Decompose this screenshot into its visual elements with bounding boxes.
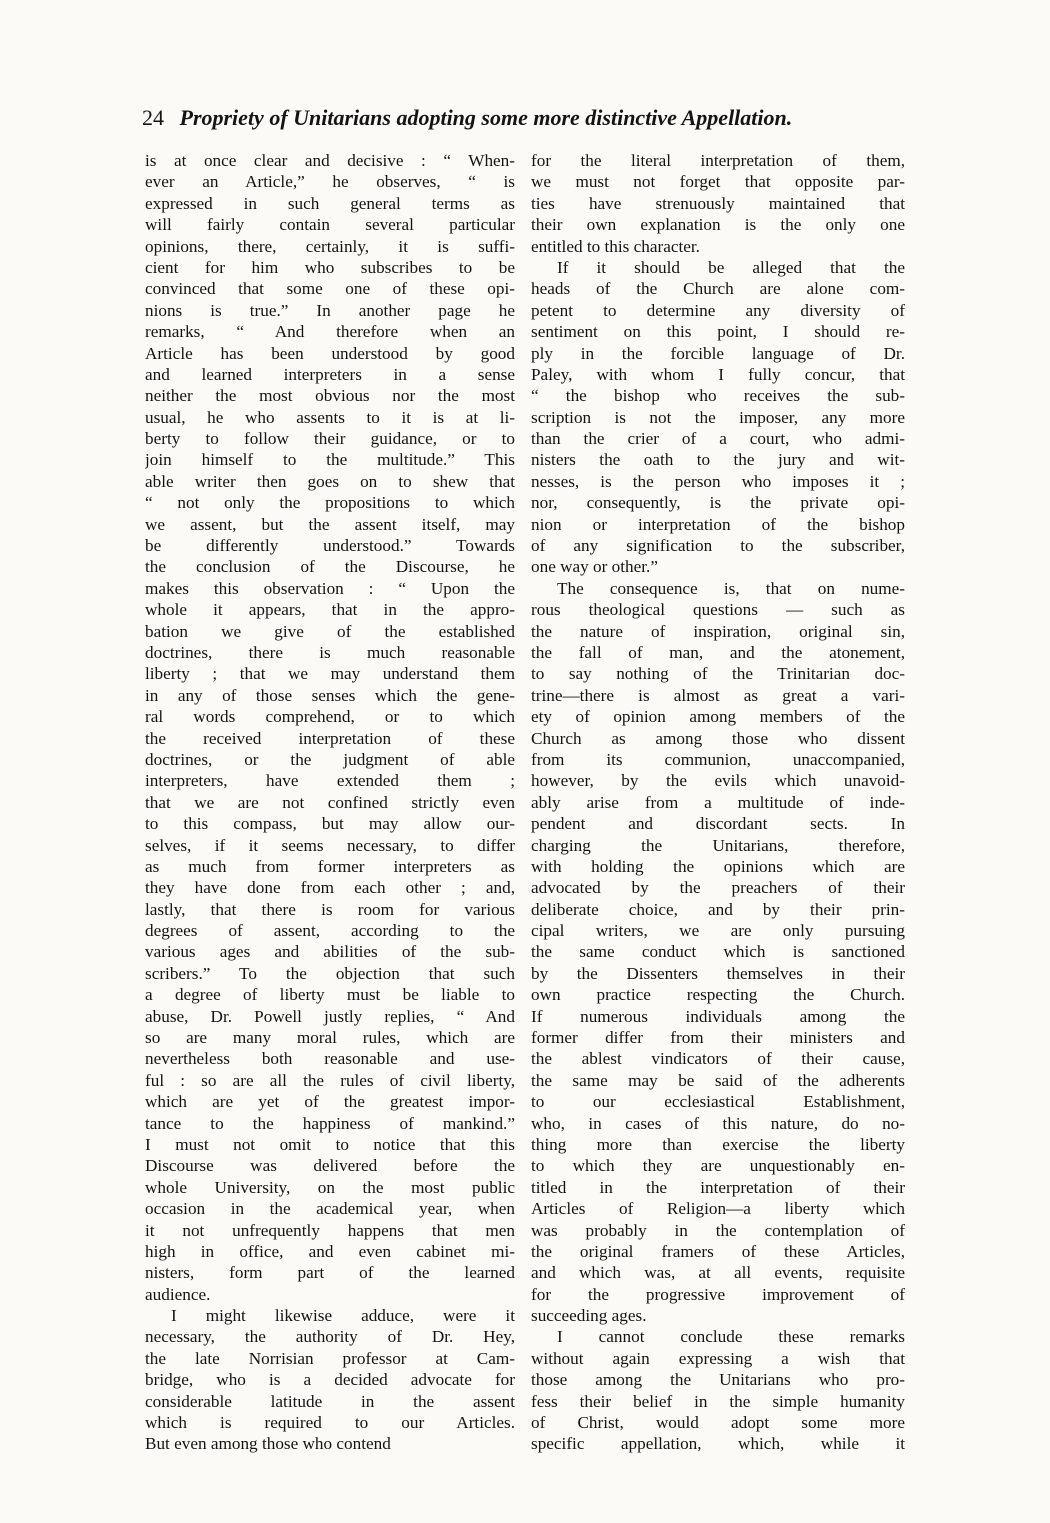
text-line: one way or other.” <box>531 557 658 577</box>
text-line: ful : so are all the rules of civil liberty, <box>145 1070 515 1090</box>
text-line: bation we give of the established <box>145 621 515 641</box>
text-line: trine—there is almost as great a vari- <box>531 685 905 705</box>
left-column <box>145 150 515 1455</box>
text-line: I might likewise adduce, were it <box>171 1306 515 1326</box>
page-number: 24 <box>142 105 164 130</box>
text-line: nions is true.” In another page he <box>145 300 515 320</box>
text-line: the conclusion of the Discourse, he <box>145 557 515 577</box>
text-line: thing more than exercise the liberty <box>531 1134 905 1154</box>
text-line: ral words comprehend, or to which <box>145 707 515 727</box>
text-line: the same conduct which is sanctioned <box>531 942 905 962</box>
text-line: scribers.” To the objection that such <box>145 963 515 983</box>
text-line: nion or interpretation of the bishop <box>531 514 905 534</box>
text-line: ever an Article,” he observes, “ is <box>145 172 515 192</box>
text-line: ably arise from a multitude of inde- <box>531 792 905 812</box>
text-line: doctrines, or the judgment of able <box>145 749 515 769</box>
text-line: with holding the opinions which are <box>531 856 905 876</box>
text-line: Article has been understood by good <box>145 343 515 363</box>
text-line: is at once clear and decisive : “ When- <box>145 151 515 170</box>
text-line: scription is not the imposer, any more <box>531 407 905 427</box>
text-line: the original framers of these Articles, <box>531 1241 905 1261</box>
text-line: succeeding ages. <box>531 1306 647 1326</box>
text-line: and which was, at all events, requisite <box>531 1263 905 1283</box>
text-line: the nature of inspiration, original sin, <box>531 621 905 641</box>
text-line: high in office, and even cabinet mi- <box>145 1241 515 1261</box>
text-line: If it should be alleged that the <box>557 257 905 277</box>
text-line: I must not omit to notice that this <box>145 1134 515 1154</box>
text-line: which are yet of the greatest impor- <box>145 1092 515 1112</box>
text-line: and learned interpreters in a sense <box>145 364 515 384</box>
text-line: Church as among those who dissent <box>531 728 905 748</box>
text-line: petent to determine any diversity of <box>531 300 905 320</box>
text-line: liberty ; that we may understand them <box>145 664 515 684</box>
text-line: advocated by the preachers of their <box>531 878 905 898</box>
text-line: rous theological questions — such as <box>531 600 905 620</box>
text-line: from its communion, unaccompanied, <box>531 749 905 769</box>
text-line: If numerous individuals among the <box>531 1006 905 1026</box>
text-line: tance to the happiness of mankind.” <box>145 1113 515 1133</box>
text-line: The consequence is, that on nume- <box>557 578 905 598</box>
text-line: specific appellation, which, while it <box>531 1434 905 1454</box>
text-line: as much from former interpreters as <box>145 856 515 876</box>
text-line: their own explanation is the only one <box>531 215 905 235</box>
text-line: we assent, but the assent itself, may <box>145 514 515 534</box>
text-line: Paley, with whom I fully concur, that <box>531 364 905 384</box>
text-line: to which they are unquestionably en- <box>531 1156 905 1176</box>
text-line: convinced that some one of these opi- <box>145 279 515 299</box>
text-line: nor, consequently, is the private opi- <box>531 493 905 513</box>
text-line: to say nothing of the Trinitarian doc- <box>531 664 905 684</box>
text-line: entitled to this character. <box>531 236 700 256</box>
text-line: ety of opinion among members of the <box>531 707 905 727</box>
right-column <box>531 150 905 1455</box>
text-line: they have done from each other ; and, <box>145 878 515 898</box>
running-title: Propriety of Unitarians adopting some more distinctive Appellation. <box>179 105 793 130</box>
text-line: own practice respecting the Church. <box>531 985 905 1005</box>
text-line: interpreters, have extended them ; <box>145 771 515 791</box>
text-line: occasion in the academical year, when <box>145 1199 515 1219</box>
text-line: considerable latitude in the assent <box>145 1391 515 1411</box>
text-line: lastly, that there is room for various <box>145 899 515 919</box>
text-line: ply in the forcible language of Dr. <box>531 343 905 363</box>
text-line: charging the Unitarians, therefore, <box>531 835 905 855</box>
text-line: so are many moral rules, which are <box>145 1028 515 1048</box>
text-line: nisters the oath to the jury and wit- <box>531 450 905 470</box>
text-line: who, in cases of this nature, do no- <box>531 1113 905 1133</box>
text-line: which is required to our Articles. <box>145 1413 515 1433</box>
text-line: in any of those senses which the gene- <box>145 685 515 705</box>
text-line: the ablest vindicators of their cause, <box>531 1049 905 1069</box>
text-line: for the progressive improvement of <box>531 1284 905 1304</box>
text-line: of Christ, would adopt some more <box>531 1413 905 1433</box>
text-line: I cannot conclude these remarks <box>557 1327 905 1347</box>
text-line: remarks, “ And therefore when an <box>145 322 515 342</box>
text-line: audience. <box>145 1284 211 1304</box>
text-line: various ages and abilities of the sub- <box>145 942 515 962</box>
text-line: doctrines, there is much reasonable <box>145 642 515 662</box>
text-line: whole University, on the most public <box>145 1177 515 1197</box>
text-line: makes this observation : “ Upon the <box>145 578 515 598</box>
text-line: former differ from their ministers and <box>531 1028 905 1048</box>
text-line: the late Norrisian professor at Cam- <box>145 1348 515 1368</box>
text-line: nevertheless both reasonable and use- <box>145 1049 515 1069</box>
text-line: the received interpretation of these <box>145 728 515 748</box>
text-line: necessary, the authority of Dr. Hey, <box>145 1327 515 1347</box>
text-line: cient for him who subscribes to be <box>145 257 515 277</box>
text-line: neither the most obvious nor the most <box>145 386 515 406</box>
text-line: expressed in such general terms as <box>145 193 515 213</box>
text-line: But even among those who contend <box>145 1434 391 1454</box>
text-line: “ the bishop who receives the sub- <box>531 386 905 406</box>
text-line: be differently understood.” Towards <box>145 536 515 556</box>
text-line: selves, if it seems necessary, to differ <box>145 835 515 855</box>
text-line: the same may be said of the adherents <box>531 1070 905 1090</box>
text-line: whole it appears, that in the appro- <box>145 600 515 620</box>
text-line: was probably in the contemplation of <box>531 1220 905 1240</box>
text-line: than the crier of a court, who admi- <box>531 429 905 449</box>
text-line: cipal writers, we are only pursuing <box>531 921 905 941</box>
text-line: to our ecclesiastical Establishment, <box>531 1092 905 1112</box>
text-line: join himself to the multitude.” This <box>145 450 515 470</box>
text-line: usual, he who assents to it is at li- <box>145 407 515 427</box>
text-line: we must not forget that opposite par- <box>531 172 905 192</box>
text-line: degrees of assent, according to the <box>145 921 515 941</box>
text-line: “ not only the propositions to which <box>145 493 515 513</box>
text-line: nisters, form part of the learned <box>145 1263 515 1283</box>
text-line: nesses, is the person who imposes it ; <box>531 471 905 491</box>
text-line: it not unfrequently happens that men <box>145 1220 515 1240</box>
text-line: deliberate choice, and by their prin- <box>531 899 905 919</box>
text-line: will fairly contain several particular <box>145 215 515 235</box>
text-line: Discourse was delivered before the <box>145 1156 515 1176</box>
text-line: able writer then goes on to shew that <box>145 471 515 491</box>
text-line: of any signification to the subscriber, <box>531 536 905 556</box>
text-line: by the Dissenters themselves in their <box>531 963 905 983</box>
text-line: without again expressing a wish that <box>531 1348 905 1368</box>
text-line: pendent and discordant sects. In <box>531 814 905 834</box>
running-head <box>142 103 932 133</box>
text-line: sentiment on this point, I should re- <box>531 322 905 342</box>
text-line: titled in the interpretation of their <box>531 1177 905 1197</box>
text-line: Articles of Religion—a liberty which <box>531 1199 905 1219</box>
text-line: heads of the Church are alone com- <box>531 279 905 299</box>
text-line: opinions, there, certainly, it is suffi- <box>145 236 515 256</box>
text-line: that we are not confined strictly even <box>145 792 515 812</box>
text-line: to this compass, but may allow our- <box>145 814 515 834</box>
text-line: fess their belief in the simple humanity <box>531 1391 905 1411</box>
text-line: ties have strenuously maintained that <box>531 193 905 213</box>
text-line: berty to follow their guidance, or to <box>145 429 515 449</box>
text-line: the fall of man, and the atonement, <box>531 642 905 662</box>
text-line: those among the Unitarians who pro- <box>531 1370 905 1390</box>
text-line: however, by the evils which unavoid- <box>531 771 905 791</box>
text-line: bridge, who is a decided advocate for <box>145 1370 515 1390</box>
text-line: a degree of liberty must be liable to <box>145 985 515 1005</box>
text-line: for the literal interpretation of them, <box>531 151 905 170</box>
text-line: abuse, Dr. Powell justly replies, “ And <box>145 1006 515 1026</box>
